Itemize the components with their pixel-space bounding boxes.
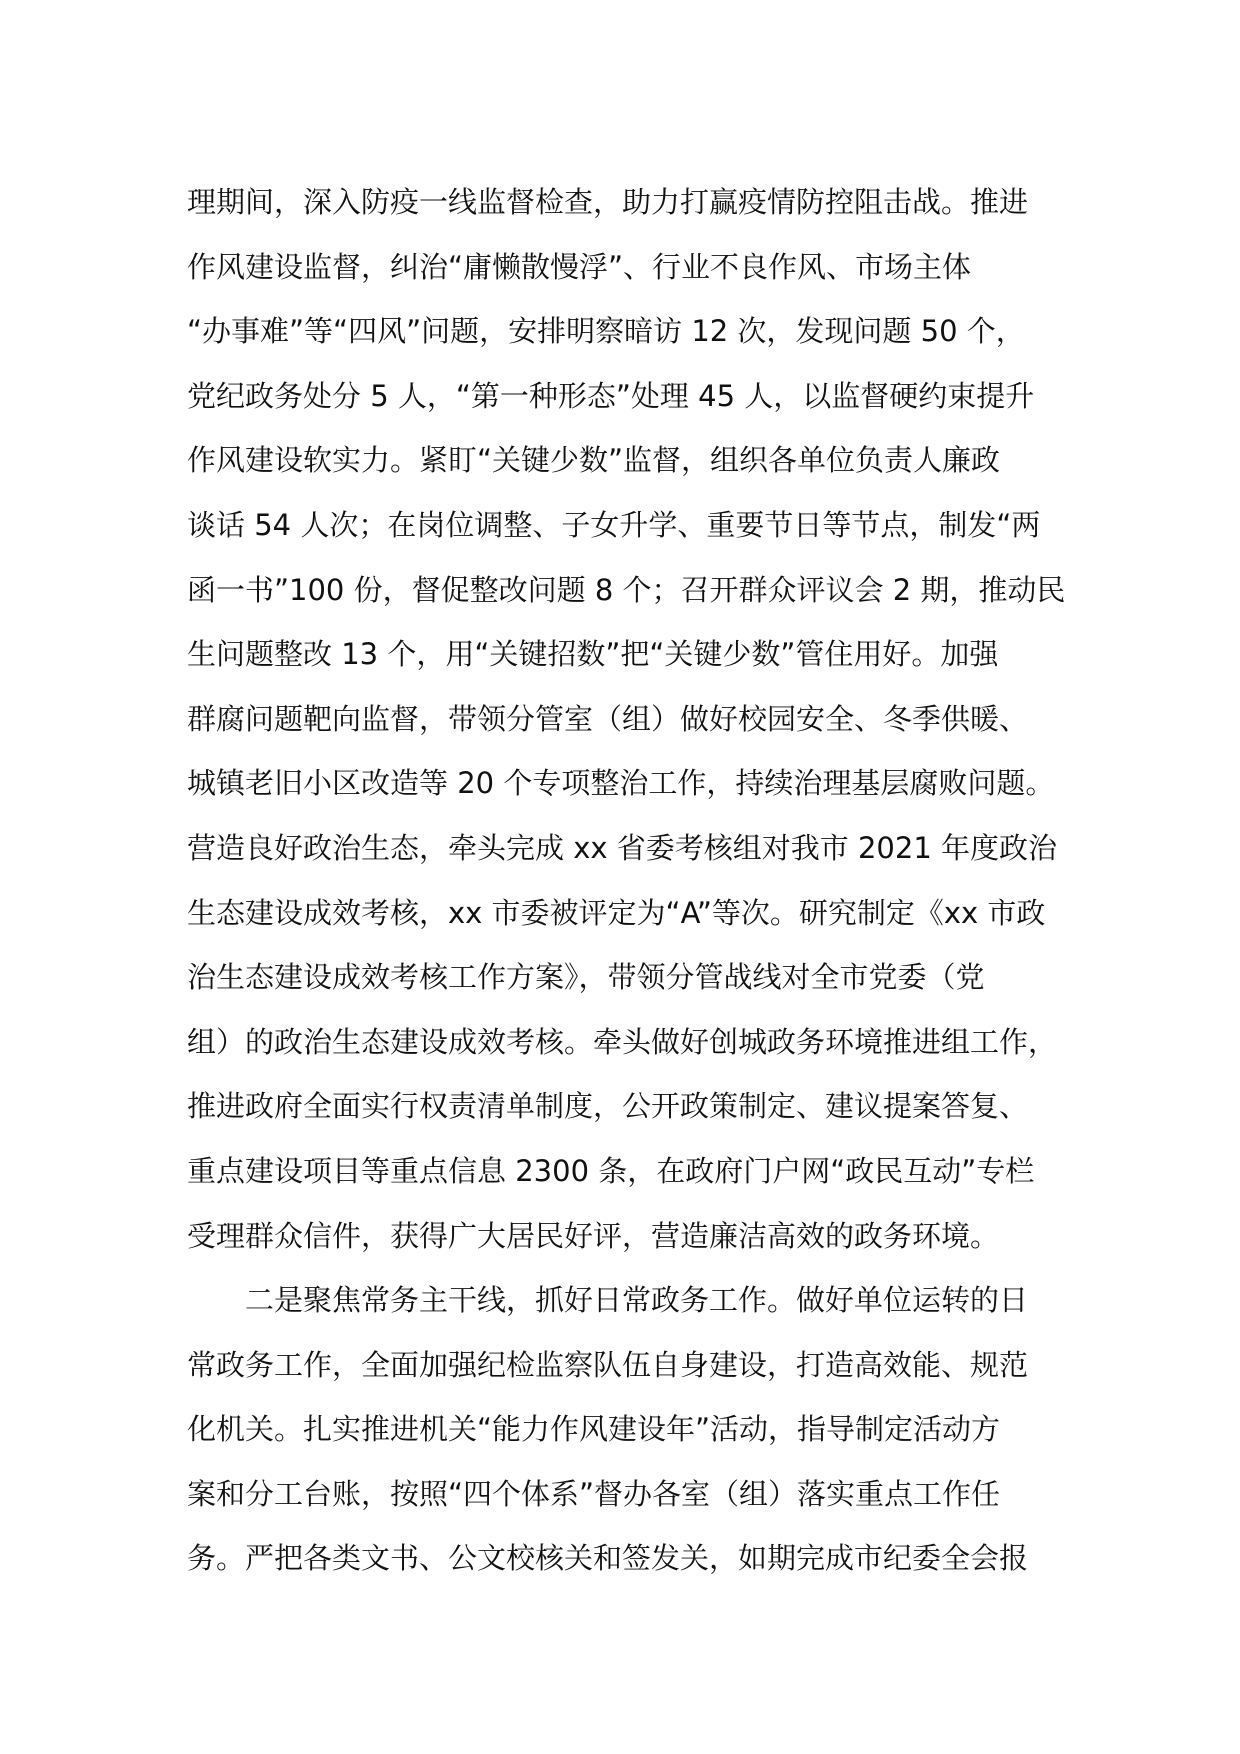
text-line: 化机关。扎实推进机关“能力作风建设年”活动，指导制定活动方 [187,1412,1001,1447]
text-line: 营造良好政治生态，牵头完成 xx 省委考核组对我市 2021 年度政治 [187,830,1058,865]
text-line: 理期间，深入防疫一线监督检查，助力打赢疫情防控阻击战。推进 [187,185,1029,219]
text-line: 函一书”100 份，督促整改问题 8 个；召开群众评议会 2 期，推动民 [187,572,1066,607]
text-line: 谈话 54 人次；在岗位调整、子女升学、重要节日等节点，制发“两 [187,507,1041,542]
text-line: 治生态建设成效考核工作方案》，带领分管战线对全市党委（党 [187,960,985,995]
text-line: 群腐问题靶向监督，带领分管室（组）做好校园安全、冬季供暖、 [187,701,1029,736]
text-line: 作风建设软实力。紧盯“关键少数”监督，组织各单位负责人廉政 [187,443,1001,478]
text-line: 城镇老旧小区改造等 20 个专项整治工作，持续治理基层腐败问题。 [187,766,1055,801]
text-line: 组）的政治生态建设成效考核。牵头做好创城政务环境推进组工作， [187,1024,1058,1059]
text-line: 务。严把各类文书、公文校核关和签发关，如期完成市纪委全会报 [187,1541,1029,1576]
text-line: “办事难”等“四风”问题，安排明察暗访 12 次，发现问题 50 个， [187,314,1025,349]
paragraph-start-line: 二是聚焦常务主干线，抓好日常政务工作。做好单位运转的日 [245,1283,1029,1318]
text-line: 重点建设项目等重点信息 2300 条，在政府门户网“政民互动”专栏 [187,1153,1035,1188]
text-line: 党纪政务处分 5 人，“第一种形态”处理 45 人，以监督硬约束提升 [187,378,1035,413]
text-line: 作风建设监督，纠治“庸懒散慢浮”、行业不良作风、市场主体 [187,249,972,284]
body-text [187,170,1067,1591]
text-line: 案和分工台账，按照“四个体系”督办各室（组）落实重点工作任 [187,1476,1001,1511]
text-line: 受理群众信件，获得广大居民好评，营造廉洁高效的政务环境。 [187,1218,1000,1253]
text-line: 推进政府全面实行权责清单制度，公开政策制定、建议提案答复、 [187,1089,1029,1124]
text-line: 生态建设成效考核，xx 市委被评定为“A”等次。研究制定《xx 市政 [187,895,1046,930]
text-line: 常政务工作，全面加强纪检监察队伍自身建设，打造高效能、规范 [187,1347,1029,1382]
text-line: 生问题整改 13 个，用“关键招数”把“关键少数”管住用好。加强 [187,637,999,672]
